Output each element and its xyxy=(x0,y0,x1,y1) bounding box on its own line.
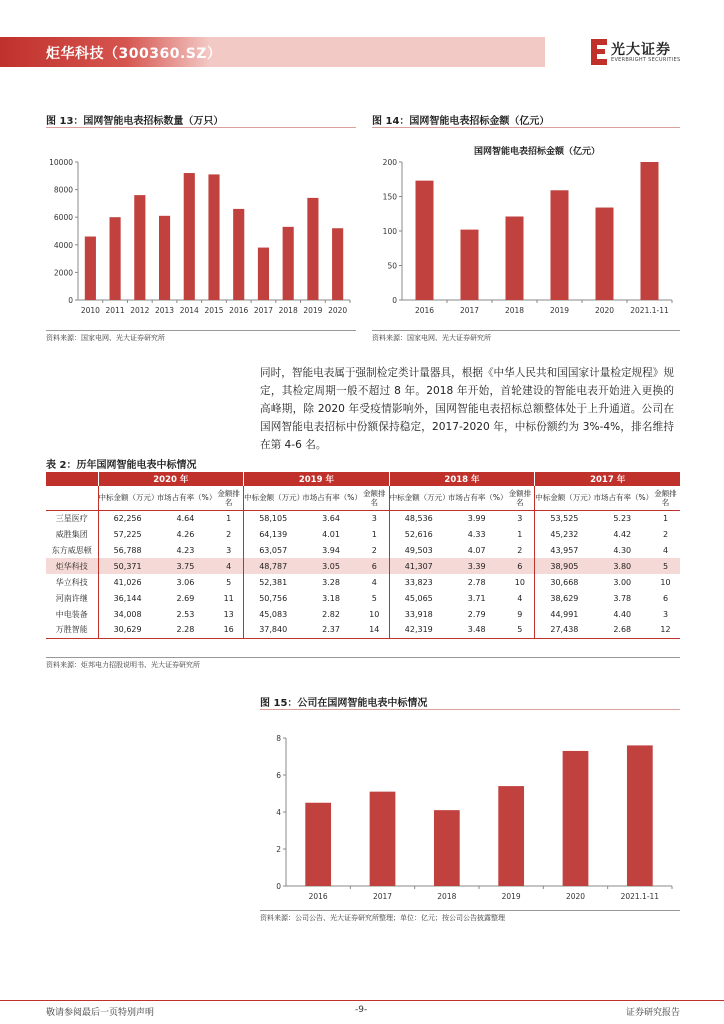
rank-cell: 1 xyxy=(662,513,669,523)
x-tick-label: 2021.1-11 xyxy=(630,306,669,315)
amount-cell: 41,026 xyxy=(98,574,157,590)
bar xyxy=(506,217,524,300)
amount-cell: 38,629 xyxy=(535,590,594,606)
fig13-source-rule xyxy=(46,330,356,331)
share-cell: 2.79 xyxy=(467,609,486,619)
amount-cell: 64,139 xyxy=(244,526,303,542)
share-cell: 3.64 xyxy=(322,513,340,523)
fig14-chart xyxy=(372,140,680,320)
share-cell: 3.39 xyxy=(448,558,506,574)
rank-col-header: 金额排名 xyxy=(651,486,680,510)
rank-col-header: 金额排名 xyxy=(505,486,534,510)
share-cell: 4.26 xyxy=(176,529,195,539)
share-cell: 4.40 xyxy=(613,609,632,619)
rank-cell: 6 xyxy=(505,558,534,574)
x-tick-label: 2010 xyxy=(80,306,100,315)
rank-cell: 5 xyxy=(651,558,680,574)
amount-cell: 34,008 xyxy=(98,606,157,622)
amount-cell: 44,991 xyxy=(535,606,594,622)
rank-cell: 5 xyxy=(226,577,232,587)
header-title: 炬华科技（300360.SZ） xyxy=(46,46,222,62)
share-cell: 3.48 xyxy=(448,622,506,638)
x-tick-label: 2019 xyxy=(501,892,521,901)
rank-col-header: 金额排名 xyxy=(214,486,243,510)
bar xyxy=(461,230,479,300)
table-subheader-row xyxy=(46,486,680,510)
amount-cell: 63,057 xyxy=(244,542,303,558)
x-tick-label: 2020 xyxy=(565,892,586,901)
y-tick-label: 0 xyxy=(68,296,73,305)
fig13-source: 资料来源：国家电网、光大证券研究所 xyxy=(46,334,165,342)
rank-cell: 5 xyxy=(505,622,534,638)
amount-cell: 53,525 xyxy=(535,510,594,526)
x-tick-label: 2013 xyxy=(154,306,175,315)
share-cell: 3.18 xyxy=(322,593,340,603)
rank-cell: 10 xyxy=(369,609,380,619)
y-tick-label: 100 xyxy=(382,227,397,236)
company-cell: 华立科技 xyxy=(55,577,88,587)
share-cell: 3.99 xyxy=(467,513,486,523)
year-header: 2018 年 xyxy=(389,472,535,486)
bar xyxy=(434,810,460,886)
bar xyxy=(159,216,170,300)
fig14-title: 图 14：国网智能电表招标金额（亿元） xyxy=(372,116,550,127)
bar xyxy=(416,181,434,300)
bar xyxy=(85,237,96,300)
bar xyxy=(596,208,614,300)
year-header: 2017 年 xyxy=(535,472,680,486)
share-cell: 4.07 xyxy=(467,545,486,555)
y-tick-label: 50 xyxy=(387,261,397,271)
table-row xyxy=(46,574,680,590)
logo-mark-icon xyxy=(589,37,609,67)
bid-table xyxy=(46,472,680,639)
x-tick-label: 2011 xyxy=(105,306,125,315)
amount-col-header: 中标金额（万元） xyxy=(535,486,594,510)
rank-cell: 2 xyxy=(371,545,377,555)
rank-cell: 13 xyxy=(223,609,234,619)
share-cell: 4.33 xyxy=(467,529,486,539)
table-row xyxy=(46,510,680,526)
share-cell: 2.37 xyxy=(302,622,360,638)
bar xyxy=(627,745,653,886)
share-cell: 2.82 xyxy=(322,609,340,619)
share-cell: 2.78 xyxy=(467,577,486,587)
share-cell: 2.53 xyxy=(176,609,195,619)
x-tick-label: 2019 xyxy=(303,306,323,315)
amount-cell: 27,438 xyxy=(535,622,594,638)
amount-cell: 52,616 xyxy=(389,526,448,542)
bar xyxy=(283,227,294,300)
x-tick-label: 2014 xyxy=(179,306,199,315)
y-tick-label: 0 xyxy=(276,882,281,891)
company-cell: 炬华科技 xyxy=(46,558,98,574)
x-tick-label: 2019 xyxy=(549,306,570,315)
y-tick-label: 10000 xyxy=(49,158,73,167)
rank-cell: 2 xyxy=(226,529,232,539)
bar xyxy=(551,190,569,300)
year-header: 2019 年 xyxy=(244,472,390,486)
x-tick-label: 2017 xyxy=(253,306,274,315)
amount-cell: 36,144 xyxy=(98,590,157,606)
bar xyxy=(307,198,318,300)
rank-cell: 2 xyxy=(662,529,669,539)
bar xyxy=(134,195,145,300)
share-cell: 3.78 xyxy=(613,593,632,603)
share-cell: 3.06 xyxy=(176,577,195,587)
y-tick-label: 200 xyxy=(382,158,397,167)
company-cell: 东方威思顿 xyxy=(51,545,92,555)
rank-cell: 1 xyxy=(517,529,523,539)
x-tick-label: 2016 xyxy=(414,306,435,315)
rank-cell: 10 xyxy=(514,577,525,587)
share-cell: 5.23 xyxy=(613,513,632,523)
share-cell: 2.69 xyxy=(176,593,195,603)
chart-title: 国网智能电表招标金额（亿元） xyxy=(473,147,601,157)
amount-cell: 62,256 xyxy=(98,510,157,526)
rank-cell: 5 xyxy=(371,593,377,603)
share-cell: 3.71 xyxy=(467,593,486,603)
table-title: 表 2：历年国网智能电表中标情况 xyxy=(46,460,197,471)
rank-cell: 11 xyxy=(223,593,234,603)
amount-cell: 50,371 xyxy=(98,558,157,574)
fig15-source: 资料来源：公司公告、光大证券研究所整理；单位：亿元；按公司公告披露整理 xyxy=(260,914,505,922)
year-header: 2020 年 xyxy=(98,472,244,486)
company-col-header xyxy=(46,486,98,510)
table-corner xyxy=(46,472,98,486)
x-tick-label: 2018 xyxy=(437,892,457,901)
fig15-source-rule xyxy=(260,910,680,911)
x-tick-label: 2017 xyxy=(372,892,393,901)
fig14-source-rule xyxy=(372,330,680,331)
bar xyxy=(332,228,343,300)
bar xyxy=(208,174,219,300)
amount-cell: 45,065 xyxy=(389,590,448,606)
amount-cell: 57,225 xyxy=(98,526,157,542)
share-cell: 3.80 xyxy=(593,558,651,574)
amount-col-header: 中标金额（万元） xyxy=(98,486,157,510)
fig15-title-rule xyxy=(260,709,680,710)
x-tick-label: 2018 xyxy=(504,306,525,315)
x-tick-label: 2016 xyxy=(308,892,328,901)
fig15-chart xyxy=(260,728,680,908)
company-cell: 威胜集团 xyxy=(55,529,88,539)
x-tick-label: 2017 xyxy=(459,306,480,315)
bar xyxy=(305,803,331,886)
share-cell: 2.28 xyxy=(157,622,215,638)
table-year-row xyxy=(46,472,680,486)
bar xyxy=(233,209,244,300)
y-tick-label: 4 xyxy=(276,808,281,817)
amount-cell: 42,319 xyxy=(389,622,448,638)
table-source: 资料来源：炬邦电力招股说明书、光大证券研究所 xyxy=(46,661,200,669)
amount-cell: 41,307 xyxy=(389,558,448,574)
share-cell: 3.94 xyxy=(322,545,340,555)
rank-cell: 3 xyxy=(371,513,377,523)
logo-text-cn: 光大证券 xyxy=(611,42,671,58)
amount-cell: 38,905 xyxy=(535,558,594,574)
share-cell: 3.00 xyxy=(613,577,632,587)
bar xyxy=(370,792,396,886)
share-col-header: 市场占有率（%） xyxy=(157,486,215,510)
amount-cell: 30,629 xyxy=(98,622,157,638)
company-cell: 三星医疗 xyxy=(55,513,88,523)
fig13-title-rule xyxy=(46,127,356,128)
fig14-source: 资料来源：国家电网、光大证券研究所 xyxy=(372,334,491,342)
share-cell: 3.05 xyxy=(302,558,360,574)
x-tick-label: 2021.1-11 xyxy=(620,892,660,901)
fig14-title-rule xyxy=(372,127,680,128)
y-tick-label: 2000 xyxy=(53,268,73,278)
y-tick-label: 8 xyxy=(276,734,281,743)
y-tick-label: 4000 xyxy=(53,240,73,250)
rank-cell: 4 xyxy=(662,545,669,555)
rank-cell: 3 xyxy=(517,513,523,523)
amount-cell: 52,381 xyxy=(244,574,303,590)
rank-cell: 16 xyxy=(214,622,243,638)
rank-cell: 9 xyxy=(517,609,523,619)
rank-cell: 14 xyxy=(360,622,389,638)
table-body xyxy=(46,510,680,638)
amount-cell: 30,668 xyxy=(535,574,594,590)
amount-cell: 56,788 xyxy=(98,542,157,558)
share-cell: 4.64 xyxy=(176,513,195,523)
amount-cell: 45,232 xyxy=(535,526,594,542)
rank-cell: 4 xyxy=(214,558,243,574)
fig13-chart xyxy=(46,150,356,320)
rank-cell: 6 xyxy=(662,593,669,603)
bar xyxy=(563,751,589,886)
share-cell: 2.68 xyxy=(593,622,651,638)
amount-cell: 43,957 xyxy=(535,542,594,558)
logo-text-en: EVERBRIGHT SECURITIES xyxy=(611,57,681,63)
rank-col-header: 金额排名 xyxy=(360,486,389,510)
y-tick-label: 2 xyxy=(276,845,281,854)
table-row xyxy=(46,558,680,574)
x-tick-label: 2020 xyxy=(328,306,348,315)
fig13-title: 图 13：国网智能电表招标数量（万只） xyxy=(46,116,224,127)
table-source-rule xyxy=(46,657,680,658)
rank-cell: 3 xyxy=(662,609,669,619)
share-cell: 4.01 xyxy=(322,529,340,539)
company-cell: 中电装备 xyxy=(55,609,88,619)
amount-cell: 49,503 xyxy=(389,542,448,558)
brand-logo xyxy=(589,37,689,67)
amount-cell: 33,918 xyxy=(389,606,448,622)
amount-cell: 37,840 xyxy=(244,622,303,638)
fig15-title: 图 15：公司在国网智能电表中标情况 xyxy=(260,698,428,709)
bar xyxy=(184,173,195,300)
share-cell: 4.30 xyxy=(613,545,632,555)
share-col-header: 市场占有率（%） xyxy=(593,486,651,510)
x-tick-label: 2018 xyxy=(278,306,298,315)
rank-cell: 6 xyxy=(360,558,389,574)
bar xyxy=(110,217,121,300)
bar xyxy=(498,786,524,886)
share-cell: 3.28 xyxy=(322,577,340,587)
table-row xyxy=(46,590,680,606)
amount-cell: 33,823 xyxy=(389,574,448,590)
y-tick-label: 6000 xyxy=(53,213,73,223)
amount-cell: 48,787 xyxy=(244,558,303,574)
amount-cell: 58,105 xyxy=(244,510,303,526)
y-tick-label: 8000 xyxy=(53,185,73,195)
share-col-header: 市场占有率（%） xyxy=(302,486,360,510)
rank-cell: 12 xyxy=(651,622,680,638)
x-tick-label: 2016 xyxy=(229,306,249,315)
rank-cell: 1 xyxy=(226,513,232,523)
amount-col-header: 中标金额（万元） xyxy=(244,486,303,510)
y-tick-label: 6 xyxy=(276,771,281,780)
rank-cell: 4 xyxy=(517,593,523,603)
x-tick-label: 2015 xyxy=(204,306,224,315)
rank-cell: 1 xyxy=(371,529,377,539)
amount-cell: 50,756 xyxy=(244,590,303,606)
company-cell: 河南许继 xyxy=(55,593,88,603)
page-number: -9- xyxy=(355,1005,368,1015)
body-paragraph: 同时，智能电表属于强制检定类计量器具，根据《中华人民共和国国家计量检定规程》规定，其检定周期一般不超过 8 年。2018 年开始，首轮建设的智能电表开始进入更换的高峰期，除 2020 年受疫情影响外，国网智能电表招标总额整体处于上升通道。公司在国网智能电表招标中份额保持稳定，2017-2020 年，中标份额约为 3%-4%，排名维持在第 4-6 名。 xyxy=(260,367,674,451)
footer-rule xyxy=(0,1000,724,1001)
table-row xyxy=(46,526,680,542)
footer-disclaimer: 敬请参阅最后一页特别声明 xyxy=(46,1008,155,1018)
x-tick-label: 2012 xyxy=(130,306,150,315)
share-cell: 4.42 xyxy=(613,529,632,539)
table-row xyxy=(46,542,680,558)
bar xyxy=(258,248,269,300)
rank-cell: 3 xyxy=(226,545,232,555)
share-cell: 4.23 xyxy=(176,545,195,555)
table-row xyxy=(46,622,680,638)
rank-cell: 2 xyxy=(517,545,523,555)
footer-report-type: 证券研究报告 xyxy=(625,1008,680,1018)
amount-cell: 45,083 xyxy=(244,606,303,622)
x-tick-label: 2020 xyxy=(594,306,615,315)
rank-cell: 10 xyxy=(660,577,671,587)
y-tick-label: 150 xyxy=(382,192,397,202)
company-cell: 万胜智能 xyxy=(46,622,98,638)
table-row xyxy=(46,606,680,622)
share-col-header: 市场占有率（%） xyxy=(448,486,506,510)
y-tick-label: 0 xyxy=(392,296,397,305)
bar xyxy=(641,162,659,300)
amount-cell: 48,536 xyxy=(389,510,448,526)
amount-col-header: 中标金额（万元） xyxy=(389,486,448,510)
share-cell: 3.75 xyxy=(157,558,215,574)
rank-cell: 4 xyxy=(371,577,377,587)
